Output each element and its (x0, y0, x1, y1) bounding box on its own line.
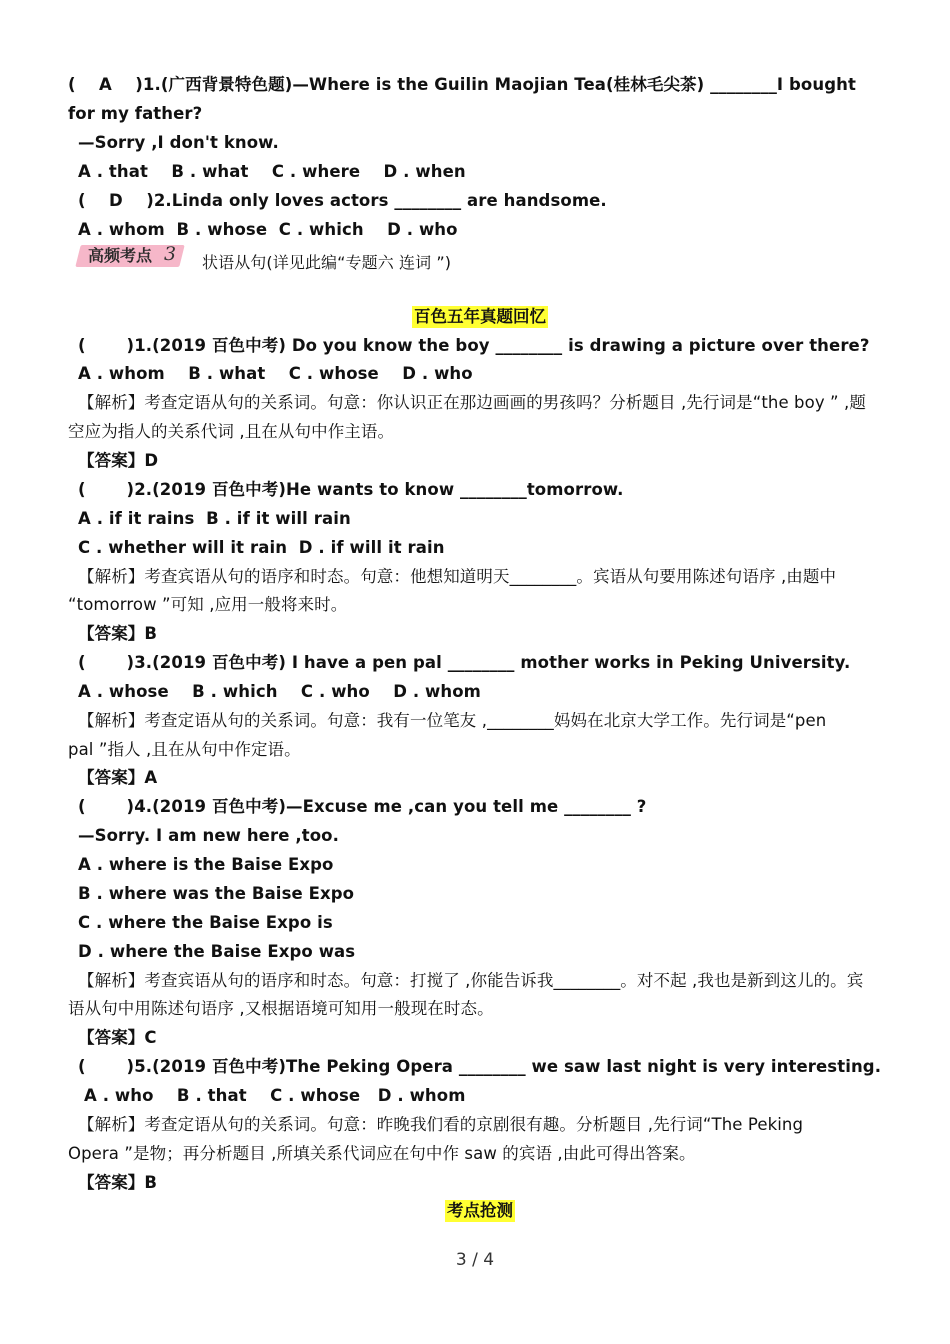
q1-stem: ( )1.(2019 百色中考) Do you know the boy ________ is drawing a picture over there? (78, 336, 870, 355)
q4-answer: 【答案】C (78, 1028, 157, 1047)
q3-options: A . whose B . which C . who D . whom (78, 682, 481, 701)
q5-analysis-cont: Opera ”是物；再分析题目 ,所填关系代词应在句中作 saw 的宾语 ,由此可得出答案。 (68, 1144, 696, 1163)
q3-analysis-cont: pal ”指人 ,且在从句中作定语。 (68, 740, 301, 759)
question-top-2-stem: ( D )2.Linda only loves actors ________ are handsome. (78, 191, 607, 210)
q2-answer: 【答案】B (78, 624, 158, 643)
section-title-past-exams: 百色五年真题回忆 (414, 307, 546, 326)
q4-option-d: D . where the Baise Expo was (78, 942, 356, 961)
key-point-badge (78, 243, 186, 269)
q2-options-cd: C . whether will it rain D . if will it rain (78, 538, 445, 557)
q5-options: A . who B . that C . whose D . whom (84, 1086, 466, 1105)
q5-answer: 【答案】B (78, 1173, 158, 1192)
page-number: 3 / 4 (455, 1250, 495, 1270)
q2-options-ab: A . if it rains B . if it will rain (78, 509, 351, 528)
q2-analysis: 【解析】考查宾语从句的语序和时态。句意：他想知道明天________。宾语从句要用陈述句语序 ,由题中 (78, 567, 837, 586)
q3-stem: ( )3.(2019 百色中考) I have a pen pal ________ mother works in Peking University. (78, 653, 851, 672)
q3-analysis: 【解析】考查定语从句的关系词。句意：我有一位笔友 ,________妈妈在北京大学工作。先行词是“pen (78, 711, 827, 730)
q4-stem: ( )4.(2019 百色中考)—Excuse me ,can you tell me ________ ? (78, 797, 647, 816)
q2-stem: ( )2.(2019 百色中考)He wants to know ________tomorrow. (78, 480, 624, 499)
q3-answer: 【答案】A (78, 768, 158, 787)
q4-option-b: B . where was the Baise Expo (78, 884, 355, 903)
question-top-1-stem: ( A )1.(广西背景特色题)—Where is the Guilin Maojian Tea(桂林毛尖茶) ________I bought (68, 75, 856, 94)
q5-analysis: 【解析】考查定语从句的关系词。句意：昨晚我们看的京剧很有趣。分析题目 ,先行词“The Peking (78, 1115, 804, 1134)
question-top-1-reply: —Sorry ,I don't know. (78, 133, 279, 152)
q4-option-c: C . where the Baise Expo is (78, 913, 333, 932)
q2-analysis-cont: “tomorrow ”可知 ,应用一般将来时。 (68, 595, 348, 614)
question-top-1-options: A . that B . what C . where D . when (78, 162, 466, 181)
q1-options: A . whom B . what C . whose D . who (78, 364, 473, 383)
q1-analysis: 【解析】考查定语从句的关系词。句意：你认识正在那边画画的男孩吗？分析题目 ,先行词是“the boy ” ,题 (78, 393, 866, 412)
badge-topic-text: 状语从句(详见此编“专题六 连词 ”) (202, 253, 452, 272)
q4-option-a: A . where is the Baise Expo (78, 855, 334, 874)
q4-reply: —Sorry. I am new here ,too. (78, 826, 339, 845)
q1-answer: 【答案】D (78, 451, 159, 470)
section-title-practice: 考点抢测 (447, 1201, 513, 1220)
q5-stem: ( )5.(2019 百色中考)The Peking Opera ________ we saw last night is very interesting. (78, 1057, 882, 1076)
badge-label: 高频考点 (88, 246, 153, 265)
badge-number: 3 (164, 243, 177, 265)
q4-analysis-cont: 语从句中用陈述句语序 ,又根据语境可知用一般现在时态。 (68, 999, 494, 1018)
question-top-2-options: A . whom B . whose C . which D . who (78, 220, 458, 239)
question-top-1-stem-cont: for my father? (68, 104, 203, 123)
q4-analysis: 【解析】考查宾语从句的语序和时态。句意：打搅了 ,你能告诉我________。对不起 ,我也是新到这儿的。宾 (78, 971, 864, 990)
q1-analysis-cont: 空应为指人的关系代词 ,且在从句中作主语。 (68, 422, 395, 441)
